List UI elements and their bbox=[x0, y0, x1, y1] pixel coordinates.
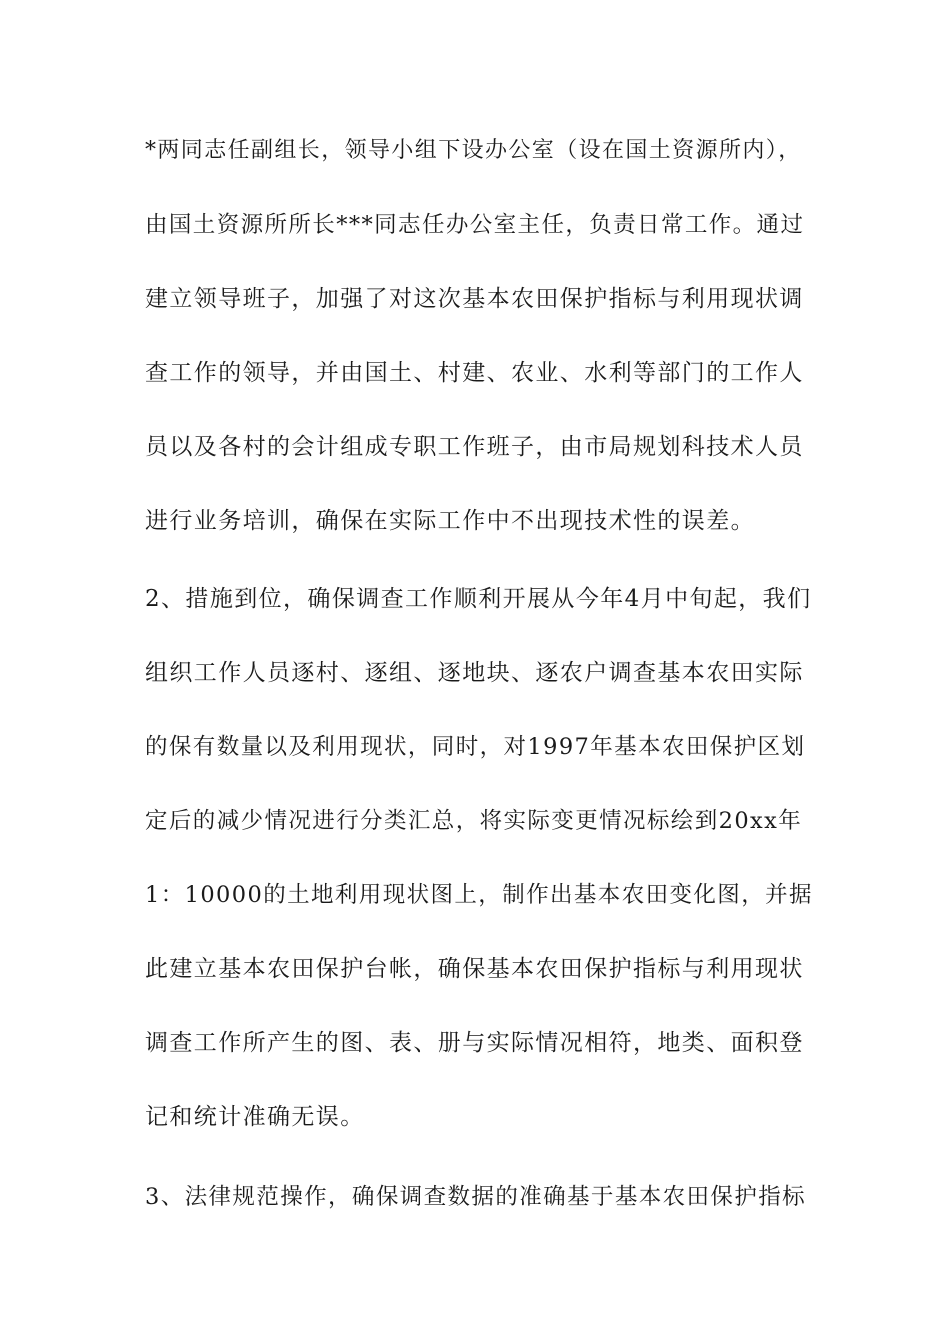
text-line: 调查工作所产生的图、表、册与实际情况相符，地类、面积登 bbox=[145, 1030, 804, 1056]
text-line: 1：10000的土地利用现状图上，制作出基本农田变化图，并据 bbox=[145, 882, 813, 908]
text-line: 组织工作人员逐村、逐组、逐地块、逐农户调查基本农田实际 bbox=[145, 660, 804, 686]
text-line: 2、措施到位，确保调查工作顺利开展从今年4月中旬起，我们 bbox=[145, 586, 812, 612]
text-line: 记和统计准确无误。 bbox=[145, 1104, 365, 1130]
text-line: *两同志任副组长，领导小组下设办公室（设在国土资源所内）， bbox=[145, 138, 802, 163]
text-line: 的保有数量以及利用现状，同时，对1997年基本农田保护区划 bbox=[145, 734, 806, 760]
text-line: 定后的减少情况进行分类汇总，将实际变更情况标绘到20xx年 bbox=[145, 808, 803, 834]
text-line: 由国土资源所所长***同志任办公室主任，负责日常工作。通过 bbox=[145, 212, 805, 238]
text-line: 3、法律规范操作，确保调查数据的准确基于基本农田保护指标 bbox=[145, 1184, 807, 1210]
text-line: 查工作的领导，并由国土、村建、农业、水利等部门的工作人 bbox=[145, 360, 804, 386]
text-line: 进行业务培训，确保在实际工作中不出现技术性的误差。 bbox=[145, 508, 755, 534]
text-line: 此建立基本农田保护台帐，确保基本农田保护指标与利用现状 bbox=[145, 956, 804, 982]
text-line: 建立领导班子，加强了对这次基本农田保护指标与利用现状调 bbox=[145, 286, 804, 312]
text-line: 员以及各村的会计组成专职工作班子，由市局规划科技术人员 bbox=[145, 434, 804, 460]
